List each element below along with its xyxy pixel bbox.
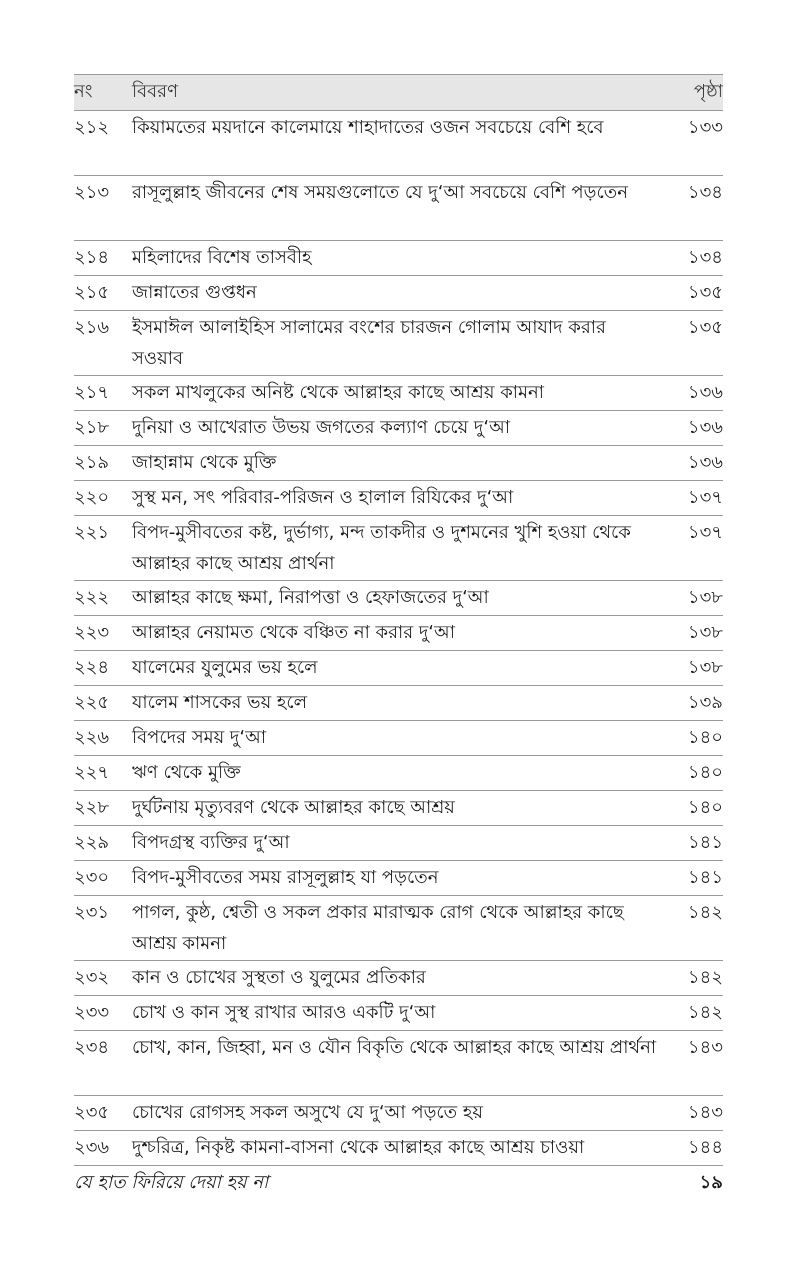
entry-title: জান্নাতের গুপ্তধন	[132, 282, 257, 303]
table-row	[74, 861, 723, 896]
entry-page: ১৩৭	[687, 487, 723, 508]
table-row	[74, 1131, 723, 1166]
entry-number: ২১৫	[74, 282, 110, 303]
entry-number: ২২৫	[74, 692, 110, 713]
entry-number: ২১৬	[74, 317, 110, 338]
entry-page: ১৩৪	[687, 182, 723, 203]
entry-title: সকল মাখলুকের অনিষ্ট থেকে আল্লাহর কাছে আশ্রয় কামনা	[132, 382, 544, 403]
entry-number: ২২৩	[74, 622, 110, 643]
table-row	[74, 1031, 723, 1096]
entry-number: ২১৭	[74, 382, 110, 403]
entry-page: ১৪২	[687, 967, 723, 988]
entry-page: ১৩৬	[687, 382, 723, 403]
entry-page: ১৩৮	[687, 587, 723, 608]
table-row	[74, 996, 723, 1031]
table-row	[74, 411, 723, 446]
entry-page: ১৩৩	[687, 117, 723, 138]
entry-page: ১৪১	[687, 867, 723, 888]
table-row	[74, 276, 723, 311]
entry-page: ১৩৭	[687, 522, 723, 543]
entry-title: বিপদ-মুসীবতের সময় রাসূলুল্লাহ যা পড়তেন	[132, 867, 439, 888]
table-row	[74, 176, 723, 241]
table-of-contents	[74, 74, 723, 1166]
book-title: যে হাত ফিরিয়ে দেয়া হয় না	[74, 1172, 269, 1193]
entry-number: ২২১	[74, 522, 110, 543]
table-row	[74, 516, 723, 581]
entry-page: ১৪১	[687, 832, 723, 853]
entry-number: ২৩৩	[74, 1002, 110, 1023]
entry-number: ২২২	[74, 587, 110, 608]
entry-number: ২৩২	[74, 967, 110, 988]
entry-number: ২৩০	[74, 867, 110, 888]
entry-number: ২১৪	[74, 247, 110, 268]
table-row	[74, 651, 723, 686]
table-row	[74, 721, 723, 756]
entry-number: ২১৮	[74, 417, 110, 438]
entry-page: ১৩৬	[687, 417, 723, 438]
entry-number: ২২০	[74, 487, 110, 508]
table-row	[74, 961, 723, 996]
table-row	[74, 376, 723, 411]
page-footer	[74, 1168, 723, 1199]
entry-number: ২২৮	[74, 797, 110, 818]
table-row	[74, 241, 723, 276]
header-description: বিবরণ	[132, 81, 178, 102]
entry-title: বিপদগ্রস্থ ব্যক্তির দু‘আ	[132, 832, 290, 853]
entry-page: ১৪২	[687, 1002, 723, 1023]
entry-page: ১৪৪	[687, 1137, 723, 1158]
entry-number: ২৩৫	[74, 1102, 110, 1123]
table-row	[74, 481, 723, 516]
table-row	[74, 581, 723, 616]
table-row	[74, 686, 723, 721]
entry-title: দুর্ঘটনায় মৃত্যুবরণ থেকে আল্লাহর কাছে আশ্রয়	[132, 797, 455, 818]
entry-number: ২২৭	[74, 762, 110, 783]
entry-title: বিপদ-মুসীবতের কষ্ট, দুর্ভাগ্য, মন্দ তাকদীর ও দুশমনের খুশি হওয়া থেকে আল্লাহর কাছে আশ্রয় প্রার্থনা	[132, 522, 631, 574]
entry-title: বিপদের সময় দু‘আ	[132, 727, 267, 748]
entry-title: যালেমের যুলুমের ভয় হলে	[132, 657, 318, 678]
entry-page: ১৩৫	[687, 282, 723, 303]
entry-number: ২১৩	[74, 182, 110, 203]
entry-page: ১৩৮	[687, 657, 723, 678]
table-row	[74, 446, 723, 481]
entry-title: কান ও চোখের সুস্থতা ও যুলুমের প্রতিকার	[132, 967, 426, 988]
entry-page: ১৩৬	[687, 452, 723, 473]
entry-title: কিয়ামতের ময়দানে কালেমায়ে শাহাদাতের ওজন সবচেয়ে বেশি হবে	[132, 117, 604, 138]
entry-title: রাসূলুল্লাহ জীবনের শেষ সময়গুলোতে যে দু‘আ সবচেয়ে বেশি পড়তেন	[132, 182, 628, 203]
entry-number: ২২৪	[74, 657, 110, 678]
entry-title: মহিলাদের বিশেষ তাসবীহ	[132, 247, 312, 268]
entry-title: চোখের রোগসহ সকল অসুখে যে দু‘আ পড়তে হয়	[132, 1102, 483, 1123]
entry-number: ২২৬	[74, 727, 110, 748]
entry-title: দুনিয়া ও আখেরাত উভয় জগতের কল্যাণ চেয়ে দু‘আ	[132, 417, 511, 438]
entry-title: চোখ, কান, জিহ্বা, মন ও যৌন বিকৃতি থেকে আল্লাহর কাছে আশ্রয় প্রার্থনা	[132, 1037, 657, 1058]
entry-title: চোখ ও কান সুস্থ রাখার আরও একটি দু‘আ	[132, 1002, 436, 1023]
entry-page: ১৪০	[687, 727, 723, 748]
entry-number: ২১২	[74, 117, 110, 138]
entry-page: ১৩৪	[687, 247, 723, 268]
entry-page: ১৪০	[687, 797, 723, 818]
entry-title: পাগল, কুষ্ঠ, শ্বেতী ও সকল প্রকার মারাত্মক রোগ থেকে আল্লাহর কাছে আশ্রয় কামনা	[132, 902, 624, 954]
table-row	[74, 111, 723, 176]
entry-number: ২৩৪	[74, 1037, 110, 1058]
entry-page: ১৪২	[687, 902, 723, 923]
entry-number: ২২৯	[74, 832, 110, 853]
entry-number: ২১৯	[74, 452, 110, 473]
table-row	[74, 311, 723, 376]
entry-page: ১৪৩	[687, 1102, 723, 1123]
table-row	[74, 1096, 723, 1131]
table-row	[74, 616, 723, 651]
entry-title: যালেম শাসকের ভয় হলে	[132, 692, 307, 713]
entry-page: ১৪০	[687, 762, 723, 783]
entry-title: সুস্থ মন, সৎ পরিবার-পরিজন ও হালাল রিযিকের দু‘আ	[132, 487, 514, 508]
entry-title: আল্লাহর নেয়ামত থেকে বঞ্চিত না করার দু‘আ	[132, 622, 456, 643]
entry-title: ইসমাঈল আলাইহিস সালামের বংশের চারজন গোলাম আযাদ করার সওয়াব	[132, 317, 606, 369]
table-row	[74, 826, 723, 861]
table-row	[74, 896, 723, 961]
table-header	[74, 74, 723, 111]
entry-title: আল্লাহর কাছে ক্ষমা, নিরাপত্তা ও হেফাজতের দু‘আ	[132, 587, 489, 608]
entry-page: ১৩৫	[687, 317, 723, 338]
page-number: ১৯	[699, 1172, 723, 1193]
entry-page: ১৪৩	[687, 1037, 723, 1058]
table-row	[74, 791, 723, 826]
entry-title: জাহান্নাম থেকে মুক্তি	[132, 452, 277, 473]
table-row	[74, 756, 723, 791]
entry-number: ২৩১	[74, 902, 110, 923]
header-no: নং	[74, 81, 93, 102]
entry-number: ২৩৬	[74, 1137, 110, 1158]
entry-page: ১৩৮	[687, 622, 723, 643]
entry-title: দুশ্চরিত্র, নিকৃষ্ট কামনা-বাসনা থেকে আল্লাহর কাছে আশ্রয় চাওয়া	[132, 1137, 585, 1158]
entry-page: ১৩৯	[687, 692, 723, 713]
entry-title: ঋণ থেকে মুক্তি	[132, 762, 241, 783]
header-page: পৃষ্ঠা	[693, 81, 723, 102]
